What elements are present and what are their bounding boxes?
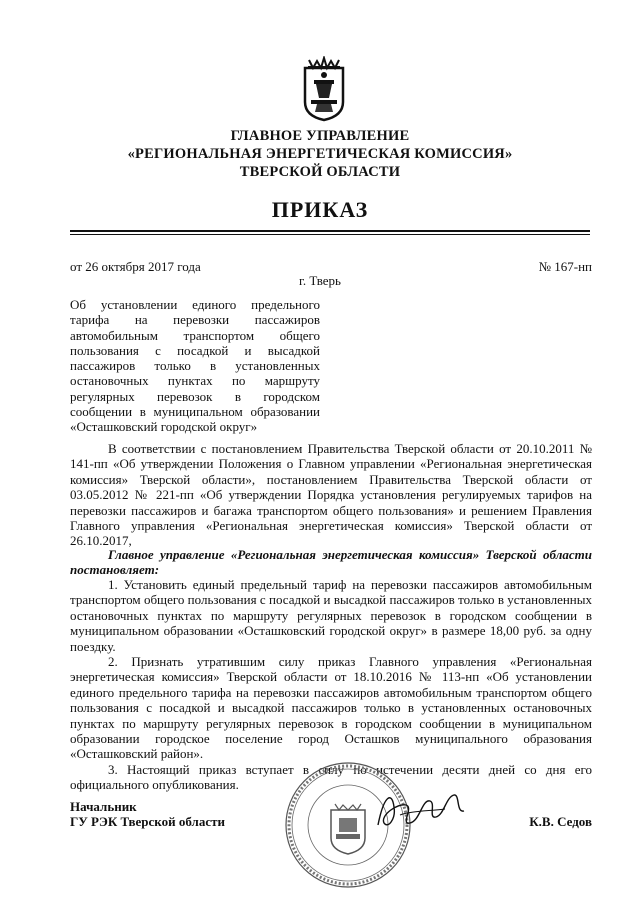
signatory-title: Начальник xyxy=(70,799,137,814)
document-type-title: ПРИКАЗ xyxy=(271,197,369,222)
signatory-position xyxy=(70,799,225,830)
handwritten-signature xyxy=(370,785,470,835)
org-name-line1: ГЛАВНОЕ УПРАВЛЕНИЕ xyxy=(230,128,410,144)
order-item-1: 1. Установить единый предельный тариф на перевозки пассажиров автомобильным транспортом общего пользования с посадкой и высадкой пассажиров только в установленных остановочных пунктах по маршруту регулярных перевозок в городском сообщении в муниципальном образовании «Осташковский городской округ» в размере 18,00 руб. за одну поездку. xyxy=(70,577,592,654)
resolve-text: Главное управление «Региональная энергетическая комиссия» Тверской области постановляет: xyxy=(70,547,592,578)
preamble-text: В соответствии с постановлением Правительства Тверской области от 20.10.2011 № 141-пп «Об утверждении Положения о Главном управлении «Региональная энергетическая комиссия» Тверской области», постановлением Правительства Тверской области от 03.05.2012 № 221-пп «Об утверждении Порядка установления регулируемых тарифов на перевозки пассажиров и багажа транспортом общего пользования» и решением Правления Главного управления «Региональная энергетическая комиссия» Тверской области от 26.10.2017, xyxy=(70,441,592,549)
preamble-paragraph xyxy=(70,441,592,549)
order-item-2: 2. Признать утратившим силу приказ Главного управления «Региональная энергетическая комиссия» Тверской области от 18.10.2016 № 113-нп «Об установлении единого предельного тарифа на перевозки пассажиров автомобильным транспортом общего пользования с посадкой и высадкой пассажиров только в установленных остановочных пунктах по маршруту регулярных перевозок в городском сообщении в муниципальном образовании городское поселение город Осташков муниципального образования «Осташковский район». xyxy=(70,654,592,762)
document-city: г. Тверь xyxy=(299,273,341,288)
org-name-line3: ТВЕРСКОЙ ОБЛАСТИ xyxy=(239,164,401,180)
signatory-organization: ГУ РЭК Тверской области xyxy=(70,814,225,830)
coat-of-arms-icon xyxy=(299,56,349,122)
resolve-statement xyxy=(70,547,592,578)
document-number: № 167-нп xyxy=(538,259,592,274)
org-name-line2: «РЕГИОНАЛЬНАЯ ЭНЕРГЕТИЧЕСКАЯ КОМИССИЯ» xyxy=(127,146,513,162)
order-item-3: 3. Настоящий приказ вступает в силу по истечении десяти дней со дня его официального опубликования. xyxy=(70,761,592,793)
header-divider-thick xyxy=(70,230,590,232)
signatory-name: К.В. Седов xyxy=(529,814,592,829)
document-subject: Об установлении единого предельного тарифа на перевозки пассажиров автомобильным транспортом общего пользования с посадкой и высадкой пассажиров только в установленных остановочных пунктах по маршруту регулярных перевозок в городском сообщении в муниципальном образовании «Осташковский городской округ» xyxy=(70,297,320,435)
document-date: от 26 октября 2017 года xyxy=(70,259,201,274)
header-divider-thin xyxy=(70,234,590,235)
